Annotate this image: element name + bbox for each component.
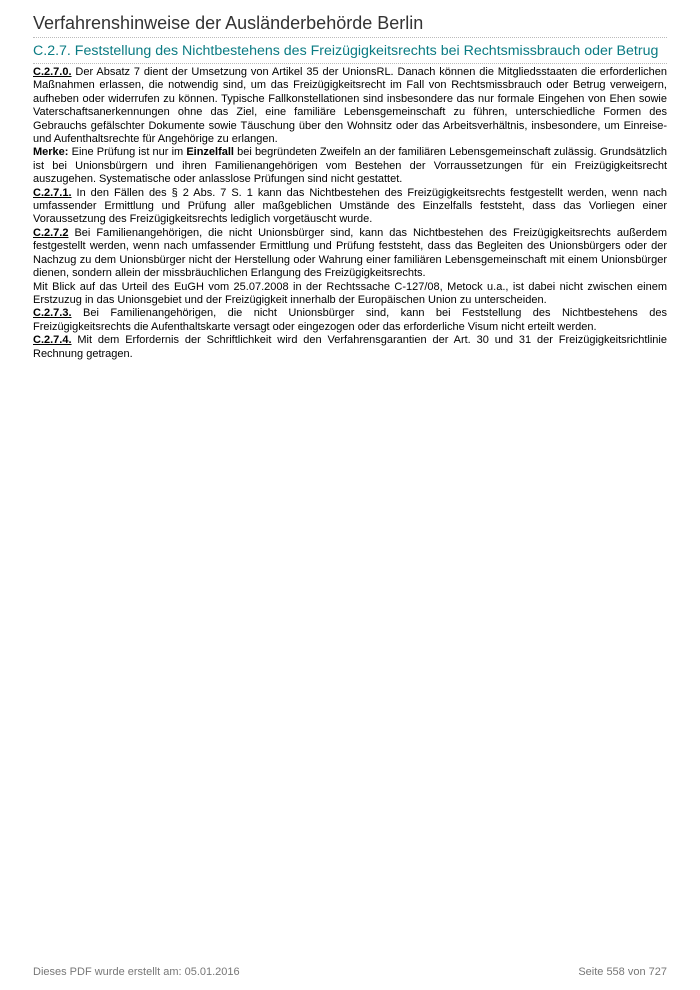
paragraph-text: Mit Blick auf das Urteil des EuGH vom 25.07.2008 in der Rechtssache C-127/08, Metock u.a., ist dabei nicht zwischen einem Erstzuzug in das Unionsgebiet und der Freizügigkeit innerhalb der Europäischen Union zu unterscheiden. <box>33 280 667 306</box>
section-ref-c274: C.2.7.4. <box>33 334 72 347</box>
paragraph-text: Bei Familienangehörigen, die nicht Unionsbürger sind, kann bei Feststellung des Nichtbestehens des Freizügigkeitsrechts die Aufenthaltskarte versagt oder eingezogen oder das erforderliche Visum nicht erteilt werden. <box>33 307 667 333</box>
paragraph-eugh <box>33 281 667 308</box>
paragraph-text: bei begründeten Zweifeln an der familiären Lebensgemeinschaft zulässig. Grundsätzlich ist bei Unionsbürgern und ihren Familienangehörigen vom Bestehen der Vorraussetzungen für ein Freizügigkeitsrecht auszugehen. Systematische oder anlasslose Prüfungen sind nicht gestattet. <box>33 146 667 186</box>
section-ref-c271: C.2.7.1. <box>33 186 72 199</box>
footer-created-date: Dieses PDF wurde erstellt am: 05.01.2016 <box>33 966 240 978</box>
merke-label: Merke: <box>33 146 69 159</box>
paragraph-merke <box>33 146 667 186</box>
emphasis-einzelfall: Einzelfall <box>186 146 234 159</box>
document-header: Verfahrenshinweise der Ausländerbehörde Berlin <box>33 12 667 38</box>
paragraph-c270 <box>33 66 667 146</box>
paragraph-c273 <box>33 307 667 334</box>
paragraph-text: Der Absatz 7 dient der Umsetzung von Artikel 35 der UnionsRL. Danach können die Mitgliedsstaaten die erforderlichen Maßnahmen erlassen, die notwendig sind, um das Freizügigkeitsrecht im Fall von Rechtsmissbrauch oder Betrug verweigern, aufheben oder widerrufen zu können. Typische Fallkonstellationen sind insbesondere das nur formale Eingehen von Ehen sowie Vaterschaftsanerkennungen ohne das Ziel, eine familiäre Lebensgemeinschaft zu führen, unterschiedliche Formen des Gebrauchs gefälschter Dokumente sowie Täuschung über den Wohnsitz oder das Arbeitsverhältnis, insbesondere, um Einreise- und Aufenthaltsrechte für Angehörige zu erlangen. <box>33 66 667 146</box>
paragraph-c274 <box>33 334 667 361</box>
section-ref-c272: C.2.7.2 <box>33 226 69 239</box>
paragraph-text: Eine Prüfung ist nur im <box>68 146 187 159</box>
paragraph-text: Bei Familienangehörigen, die nicht Unionsbürger sind, kann das Nichtbestehen des Freizügigkeitsrechts außerdem festgestellt werden, wenn nach umfassender Ermittlung und Prüfung feststeht, dass das Begleiten des Unionsbürgers oder der Nachzug zu dem Unionsbürger nicht der Herstellung oder Wahrung einer familiären Lebensgemeinschaft mit einem Unionsbürger dienen, sondern allein der missbräuchlichen Erlangung des Freizügigkeitsrechts. <box>33 226 667 280</box>
section-ref-c270: C.2.7.0. <box>33 66 72 78</box>
section-ref-c273: C.2.7.3. <box>33 307 72 320</box>
paragraph-c271 <box>33 187 667 227</box>
document-body <box>33 66 667 361</box>
section-title: C.2.7. Feststellung des Nichtbestehens des Freizügigkeitsrechts bei Rechtsmissbrauch oder Betrug <box>33 42 667 64</box>
footer-page-number: Seite 558 von 727 <box>578 966 667 978</box>
paragraph-c272 <box>33 227 667 281</box>
paragraph-text: In den Fällen des § 2 Abs. 7 S. 1 kann das Nichtbestehen des Freizügigkeitsrechts festgestellt werden, wenn nach umfassender Ermittlung und Prüfung aller maßgeblichen Umstände des Einzelfalls feststeht, dass das Vorliegen einer Voraussetzung des Freizügigkeitsrechts lediglich vorgetäuscht wurde. <box>33 186 667 226</box>
paragraph-text: Mit dem Erfordernis der Schriftlichkeit wird den Verfahrensgarantien der Art. 30 und 31 der Freizügigkeitsrichtlinie Rechnung getragen. <box>33 334 667 360</box>
